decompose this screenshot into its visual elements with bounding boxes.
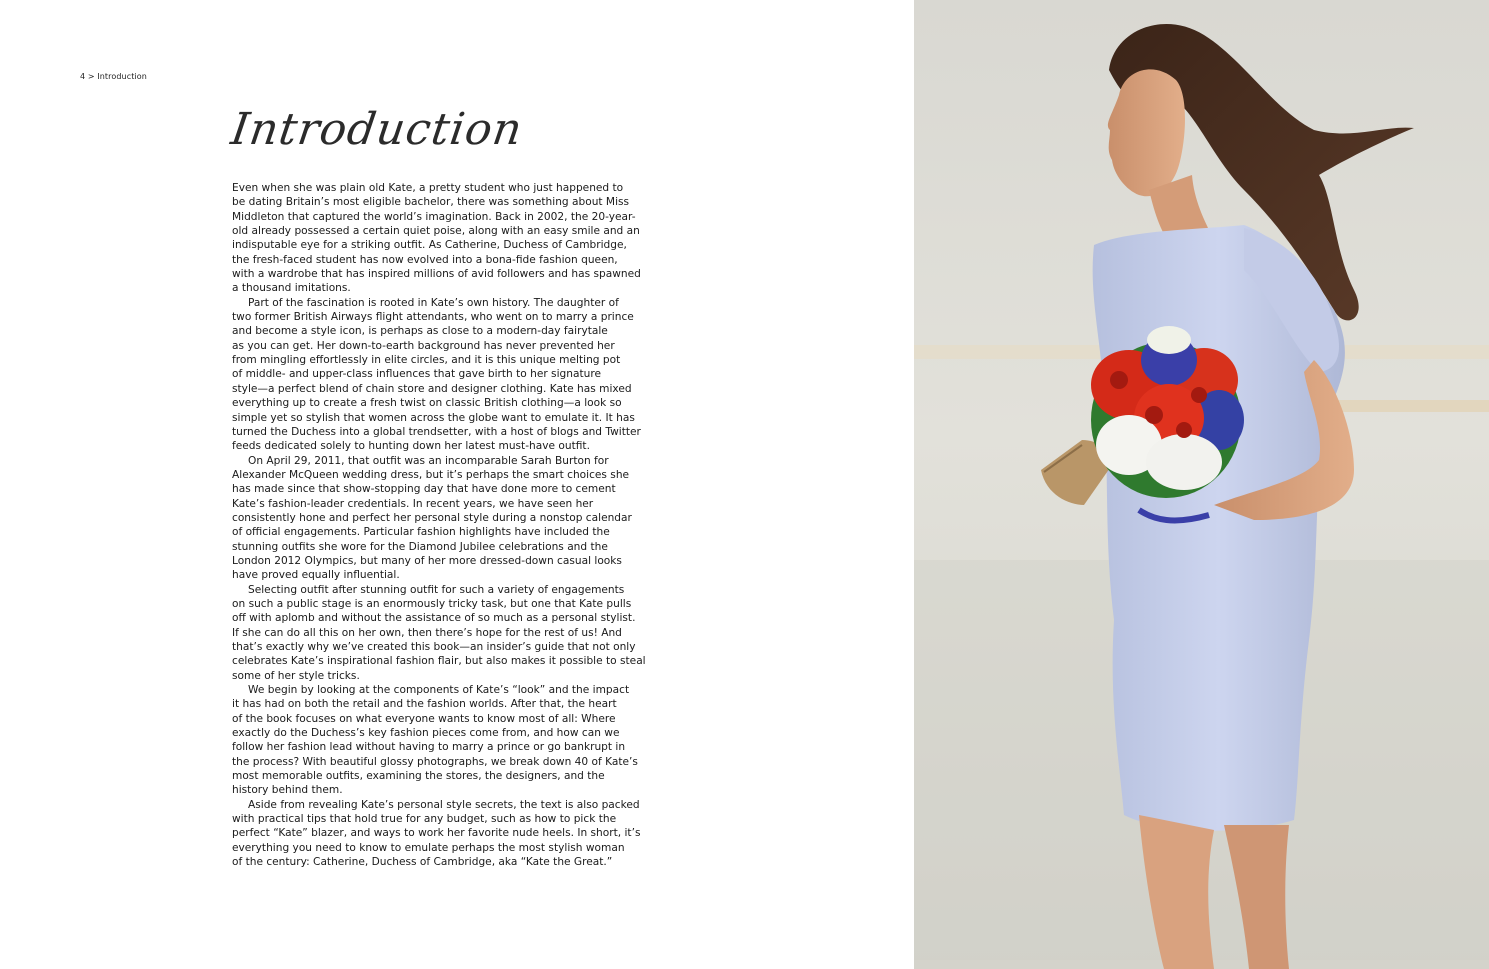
page-title: Introduction [228,104,526,155]
text-line: of middle- and upper-class influences that gave birth to her signature [232,368,601,381]
text-line: everything up to create a fresh twist on classic British clothing—a look so [232,397,622,410]
text-line: from mingling effortlessly in elite circles, and it is this unique melting pot [232,354,621,367]
text-line: Alexander McQueen wedding dress, but it’s perhaps the smart choices she [232,468,630,481]
text-line: it has had on both the retail and the fashion worlds. After that, the heart [232,698,617,711]
text-line: Middleton that captured the world’s imagination. Back in 2002, the 20-year- [232,210,636,223]
text-line: celebrates Kate’s inspirational fashion flair, but also makes it possible to steal [232,655,646,668]
body-text [232,181,666,870]
text-line: exactly do the Duchess’s key fashion pieces come from, and how can we [232,727,620,740]
text-line: as you can get. Her down-to-earth background has never prevented her [232,339,615,352]
text-line: old already possessed a certain quiet poise, along with an easy smile and an [232,225,640,238]
text-line: a thousand imitations. [232,282,351,295]
text-line: the process? With beautiful glossy photographs, we break down 40 of Kate’s [232,755,638,768]
text-line: We begin by looking at the components of Kate’s “look” and the impact [248,684,630,697]
text-line: with a wardrobe that has inspired millions of avid followers and has spawned [232,268,641,281]
text-line: off with aplomb and without the assistance of so much as a personal stylist. [232,612,636,625]
paragraph [232,798,666,870]
text-line: Aside from revealing Kate’s personal style secrets, the text is also packed [248,798,640,811]
text-line: perfect “Kate” blazer, and ways to work her favorite nude heels. In short, it’s [232,827,641,840]
text-line: Even when she was plain old Kate, a pretty student who just happened to [232,182,624,194]
text-line: consistently hone and perfect her personal style during a nonstop calendar [232,511,632,524]
paragraph [232,683,666,798]
text-line: on such a public stage is an enormously tricky task, but one that Kate pulls [232,597,632,610]
paragraph [232,181,666,296]
text-line: feeds dedicated solely to hunting down her latest must-have outfit. [232,440,590,453]
text-line: everything you need to know to emulate perhaps the most stylish woman [232,841,625,854]
text-line: has made since that show-stopping day that have done more to cement [232,483,616,496]
text-line: of official engagements. Particular fashion highlights have included the [232,526,610,539]
text-line: some of her style tricks. [232,669,360,682]
text-line: stunning outfits she wore for the Diamond Jubilee celebrations and the [232,540,608,553]
text-line: Part of the fascination is rooted in Kate’s own history. The daughter of [248,296,619,309]
photo-woman-with-bouquet [914,0,1489,969]
text-line: be dating Britain’s most eligible bachelor, there was something about Miss [232,196,630,209]
paragraph [232,296,666,454]
text-line: style—a perfect blend of chain store and designer clothing. Kate has mixed [232,382,632,395]
text-line: On April 29, 2011, that outfit was an incomparable Sarah Burton for [248,454,609,467]
text-line: history behind them. [232,784,343,797]
text-line: that’s exactly why we’ve created this book—an insider’s guide that not only [232,641,636,653]
running-head: 4 > Introduction [80,72,147,81]
text-line: simple yet so stylish that women across the globe want to emulate it. It has [232,411,635,424]
text-line: of the book focuses on what everyone wants to know most of all: Where [232,712,616,725]
text-line: and become a style icon, is perhaps as close to a modern-day fairytale [232,325,608,338]
text-line: two former British Airways flight attendants, who went on to marry a prince [232,311,634,324]
text-line: most memorable outfits, examining the stores, the designers, and the [232,770,605,783]
text-line: indisputable eye for a striking outfit. As Catherine, Duchess of Cambridge, [232,239,627,252]
text-line: London 2012 Olympics, but many of her more dressed-down casual looks [232,554,622,567]
text-line: with practical tips that hold true for any budget, such as how to pick the [232,813,617,826]
text-line: follow her fashion lead without having to marry a prince or go bankrupt in [232,741,626,754]
text-line: of the century: Catherine, Duchess of Cambridge, aka “Kate the Great.” [232,856,613,869]
text-line: Selecting outfit after stunning outfit for such a variety of engagements [248,583,625,596]
paragraph [232,454,666,583]
text-line: If she can do all this on her own, then there’s hope for the rest of us! And [232,626,622,639]
text-line: have proved equally influential. [232,569,400,582]
text-line: turned the Duchess into a global trendsetter, with a host of blogs and Twitter [232,425,641,438]
text-line: Kate’s fashion-leader credentials. In recent years, we have seen her [232,497,594,510]
text-line: the fresh-faced student has now evolved into a bona-fide fashion queen, [232,253,618,266]
paragraph [232,583,666,683]
